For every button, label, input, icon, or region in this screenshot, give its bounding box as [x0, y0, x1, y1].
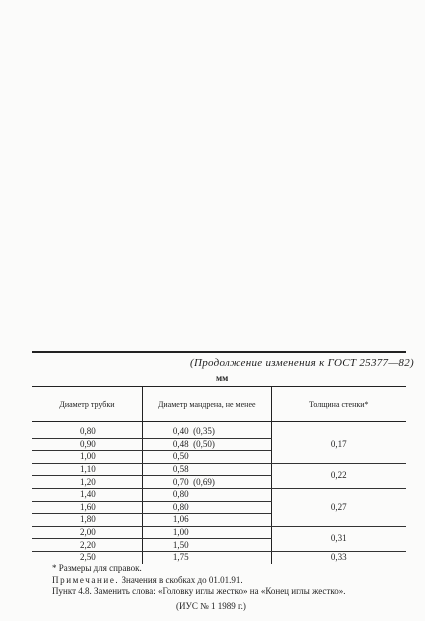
dimensions-table: [32, 387, 406, 564]
col-header-mandrel-diameter: Диаметр мандрена, не менее: [142, 387, 271, 422]
table-row: [32, 526, 406, 539]
col-header-wall-thickness: Толщина стенки*: [271, 387, 406, 422]
top-rule: [32, 351, 406, 353]
cell-wall-thickness: 0,22: [271, 463, 406, 488]
cell-mandrel-diameter: 1,50: [142, 539, 271, 552]
cell-tube-diameter: 1,00: [32, 451, 142, 464]
cell-tube-diameter: 1,10: [32, 463, 142, 476]
cell-tube-diameter: 2,50: [80, 552, 96, 563]
cell-tube-diameter: 0,90: [32, 438, 142, 451]
cell-mandrel-diameter: 0,80: [142, 488, 271, 501]
cell-mandrel-diameter: 0,70 (0,69): [142, 476, 271, 489]
cell-tube-diameter: 2,20: [32, 539, 142, 552]
cell-wall-thickness: 0,27: [271, 488, 406, 526]
table-row: [32, 488, 406, 501]
cell-tube-diameter: 1,40: [32, 488, 142, 501]
cell-tube-diameter: 1,80: [32, 514, 142, 527]
source-reference: (ИУС № 1 1989 г.): [176, 601, 246, 611]
note-text: Значения в скобках до 01.01.91.: [121, 575, 243, 585]
col-header-tube-diameter: Диаметр трубки: [32, 387, 142, 422]
cell-mandrel-diameter: 1,06: [142, 514, 271, 527]
cell-mandrel-diameter: 1,00: [142, 526, 271, 539]
cell-mandrel-diameter: 1,75: [142, 551, 271, 563]
cell-mandrel-diameter: 0,80: [142, 501, 271, 514]
cell-wall-thickness: 0,17: [271, 422, 406, 464]
cell-tube-diameter: 0,80: [32, 422, 142, 439]
continuation-title: (Продолжение изменения к ГОСТ 25377—82): [190, 357, 414, 369]
table-row: [32, 551, 406, 563]
table-row: [32, 463, 406, 476]
table-row: [32, 422, 406, 439]
cell-wall-thickness: 0,33: [271, 551, 406, 563]
table-header-row: [32, 387, 406, 422]
cell-mandrel-diameter: 0,40 (0,35): [142, 422, 271, 439]
note-label: Примечание.: [52, 575, 120, 585]
footnote: * Размеры для справок.: [52, 563, 142, 573]
cell-tube-diameter: 1,20: [32, 476, 142, 489]
cell-mandrel-diameter: 0,48 (0,50): [142, 438, 271, 451]
cell-mandrel-diameter: 0,58: [142, 463, 271, 476]
cell-wall-thickness: 0,31: [271, 526, 406, 551]
cell-mandrel-diameter: 0,50: [142, 451, 271, 464]
amendment-text: Пункт 4.8. Заменить слова: «Головку иглы жестко» на «Конец иглы жестко».: [52, 586, 346, 596]
cell-tube-diameter: 1,60: [32, 501, 142, 514]
note: [52, 575, 243, 585]
cell-tube-diameter: 2,00: [32, 526, 142, 539]
units-label: мм: [216, 373, 229, 383]
